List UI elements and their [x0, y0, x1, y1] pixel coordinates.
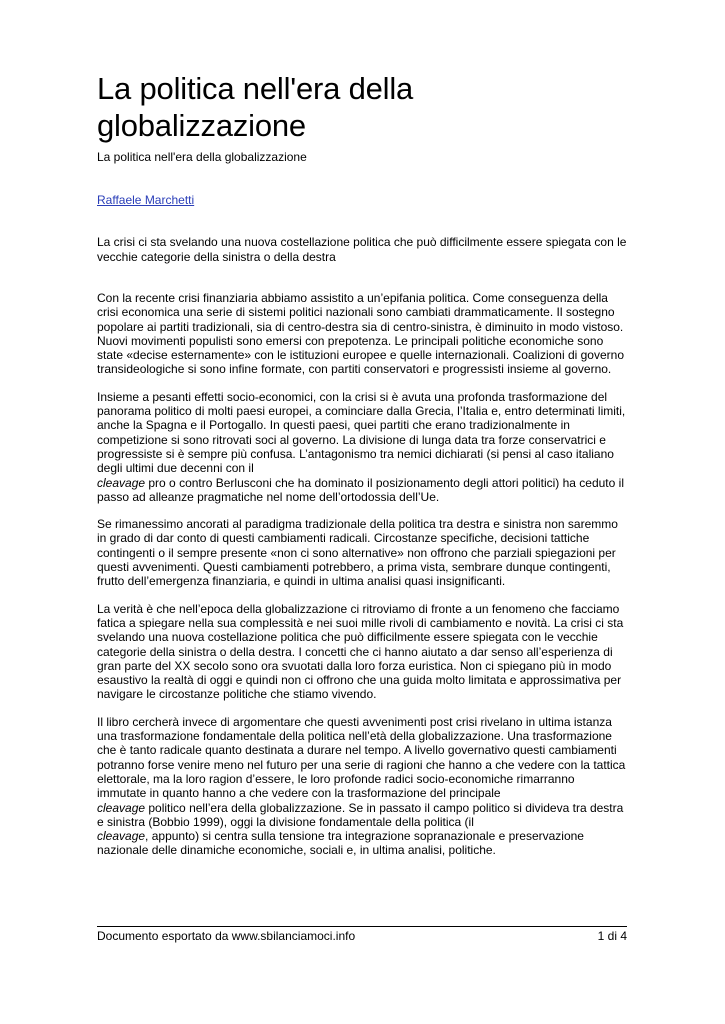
paragraph-1: Con la recente crisi finanziaria abbiamo assistito a un’epifania politica. Come conseguenza della crisi economica una serie di sistemi politici nazionali sono cambiati drammaticamente. Il sostegno popolare ai partiti tradizionali, sia di centro-destra sia di centro-sinistra, è diminuito in modo vistoso. Nuovi movimenti populisti sono emersi con prepotenza. Le principali politiche economiche sono state «decise esternamente» con le istituzioni europee e quelle internazionali. Coalizioni di governo transideologiche si sono infine formate, con partiti conservatori e progressisti insieme al governo. — [97, 291, 624, 377]
footer-page-number: 1 di 4 — [597, 929, 627, 943]
article-body — [97, 291, 627, 871]
lead-paragraph: La crisi ci sta svelando una nuova costellazione politica che può difficilmente essere spiegata con le vecchie categorie della sinistra o della destra — [97, 235, 627, 264]
paragraph-2 — [97, 390, 627, 504]
paragraph-2-term: cleavage — [97, 475, 146, 490]
paragraph-2-text-a: Insieme a pesanti effetti socio-economici, con la crisi si è avuta una profonda trasformazione del panorama politico di molti paesi europei, a cominciare dalla Grecia, l’Italia e, entro determinati limiti, anche la Spagna e il Portogallo. In questi paesi, quei partiti che erano tradizionalmente in competizione si sono ritrovati soci al governo. La divisione di lunga data tra forze conservatrici e progressiste si è sempre più confusa. L’antagonismo tra nemici dichiarati (si pensi al caso italiano degli ultimi due decenni con il — [97, 389, 626, 476]
paragraph-5-text-c: , appunto) si centra sulla tensione tra integrazione sopranazionale e preservazione nazionale delle dinamiche economiche, sociali e, in ultima analisi, politiche. — [97, 829, 584, 858]
document-title: La politica nell'era della globalizzazione — [97, 71, 414, 143]
paragraph-5-text-b: politico nell’era della globalizzazione. Se in passato il campo politico si divideva tra destra e sinistra (Bobbio 1999), oggi la divisione fondamentale della politica (il — [97, 800, 624, 829]
paragraph-4: La verità è che nell’epoca della globalizzazione ci ritroviamo di fronte a un fenomeno che facciamo fatica a spiegare nella sua complessità e nei suoi mille rivoli di cambiamento e novità. La crisi ci sta svelando una nuova costellazione politica che può difficilmente essere spiegata con le vecchie categorie della sinistra o della destra. I concetti che ci hanno aiutato a dar senso all’esperienza di gran parte del XX secolo sono ora svuotati dalla loro forza euristica. Non ci spiegano più in modo esaustivo la realtà di oggi e quindi non ci offrono che una guida molto limitata e approssimativa per navigare le circostanze politiche che stiamo vivendo. — [97, 601, 624, 702]
document-subtitle: La politica nell'era della globalizzazione — [97, 150, 307, 164]
paragraph-5-term-1: cleavage — [97, 800, 146, 815]
paragraph-5 — [97, 715, 627, 858]
paragraph-5-text-a: Il libro cercherà invece di argomentare che questi avvenimenti post crisi rivelano in ultima istanza una trasformazione fondamentale della politica nell’età della globalizzazione. Una trasformazione che è tanto radicale quanto destinata a durare nel tempo. A livello governativo questi cambiamenti potranno forse venire meno nel futuro per una serie di ragioni che hanno a che vedere con la tattica elettorale, ma la loro ragion d’essere, le loro profonde radici socio-economiche rimarranno immutate in quanto hanno a che vedere con la trasformazione del principale — [97, 714, 626, 801]
footer-divider — [97, 926, 627, 927]
author-link[interactable]: Raffaele Marchetti — [97, 193, 195, 207]
footer-source: Documento esportato da www.sbilanciamoci.info — [97, 929, 356, 943]
paragraph-5-term-2: cleavage — [97, 829, 146, 844]
paragraph-3: Se rimanessimo ancorati al paradigma tradizionale della politica tra destra e sinistra non saremmo in grado di dar conto di questi cambiamenti radicali. Circostanze specifiche, decisioni tattiche contingenti o il sempre presente «non ci sono alternative» non offrono che parziali spiegazioni per questi avvenimenti. Questi cambiamenti potrebbero, a prima vista, sembrare dunque contingenti, frutto dell’emergenza finanziaria, e quindi in ultima analisi quasi insignificanti. — [97, 517, 618, 589]
paragraph-2-text-b: pro o contro Berlusconi che ha dominato il posizionamento degli attori politici) ha ceduto il passo ad alleanze pragmatiche nel nome dell’ortodossia dell’Ue. — [97, 475, 624, 504]
